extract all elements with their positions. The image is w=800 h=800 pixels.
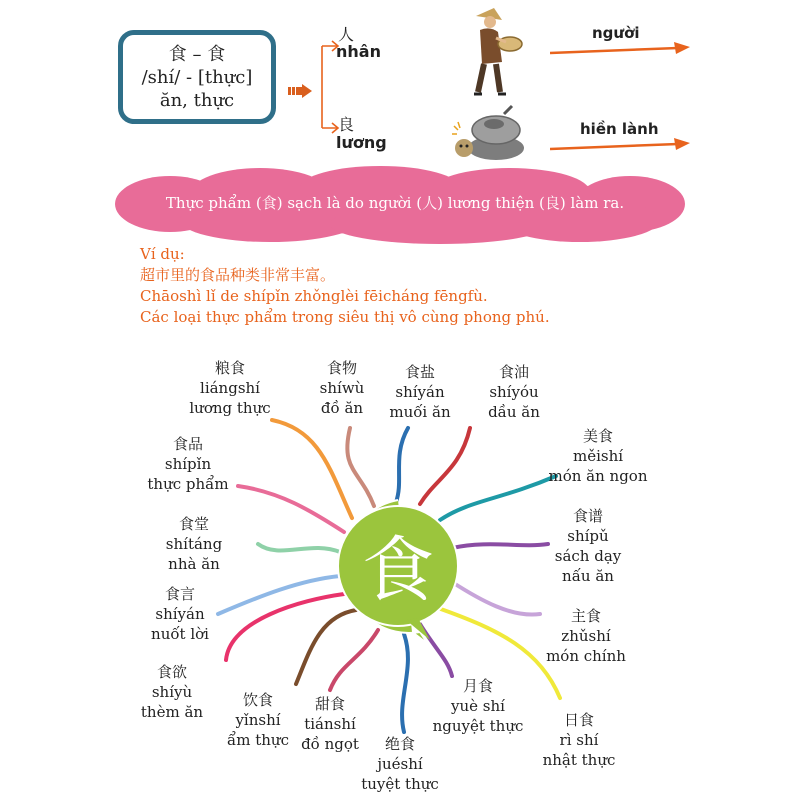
word-meaning: món ăn ngon <box>548 467 648 485</box>
component-word-1: nhân <box>336 42 381 61</box>
word-hanzi: 美食 <box>582 427 613 445</box>
word-hanzi: 月食 <box>462 677 493 695</box>
word-hanzi: 食堂 <box>178 515 209 533</box>
example-vietnamese: Các loại thực phẩm trong siêu thị vô cùng phong phú. <box>140 308 550 326</box>
word-meaning-2: nấu ăn <box>562 567 614 585</box>
word-pinyin: yuè shí <box>451 697 505 715</box>
word-pinyin: tiánshí <box>304 715 356 733</box>
word-meaning: nhà ăn <box>168 555 220 573</box>
word-yueshi <box>428 676 528 736</box>
word-meaning: nhật thực <box>542 751 616 769</box>
word-pinyin: shítáng <box>165 535 223 553</box>
word-pinyin: juéshí <box>377 755 423 773</box>
definition-title: 食 – 食 <box>168 44 226 65</box>
word-meaning: sách dạy <box>554 547 622 565</box>
word-hanzi: 食物 <box>326 359 357 377</box>
word-meaning: thèm ăn <box>140 703 204 721</box>
word-pinyin: shípǐn <box>164 455 212 473</box>
word-meaning: tuyệt thực <box>361 775 439 793</box>
component-meaning-1: người <box>592 24 640 42</box>
word-hanzi: 食品 <box>172 435 203 453</box>
word-meishi <box>538 426 658 486</box>
word-pinyin: měishí <box>572 447 624 465</box>
cloud-text: Thực phẩm (食) sạch là do người (人) lương thiện (良) làm ra. <box>165 194 625 212</box>
word-pinyin: shíwù <box>319 379 365 397</box>
word-pinyin: shíyán <box>155 605 205 623</box>
word-zhushi <box>536 606 636 666</box>
example-pinyin: Chāoshì lǐ de shípǐn zhǒnglèi fēicháng fēngfù. <box>140 287 488 305</box>
word-hanzi: 食油 <box>498 363 529 381</box>
word-pinyin: rì shí <box>559 731 599 749</box>
word-hanzi: 绝食 <box>384 735 415 753</box>
word-meaning: đồ ăn <box>320 399 364 417</box>
word-pinyin: shíyù <box>151 683 193 701</box>
word-meaning: muối ăn <box>389 403 451 421</box>
word-yinshi <box>216 690 300 750</box>
word-meaning: đồ ngọt <box>301 735 359 753</box>
word-hanzi: 饮食 <box>242 691 273 709</box>
word-shiwu <box>302 358 382 418</box>
word-pinyin: shípǔ <box>567 527 609 545</box>
word-hanzi: 主食 <box>570 607 601 625</box>
component-glyph-2: 良 <box>338 115 355 134</box>
word-shipu <box>548 506 628 586</box>
word-hanzi: 食言 <box>164 585 195 603</box>
word-shiyu <box>132 662 212 722</box>
word-hanzi: 甜食 <box>314 695 345 713</box>
example-chinese: 超市里的食品种类非常丰富。 <box>140 266 336 284</box>
word-hanzi: 食谱 <box>572 507 603 525</box>
example-label: Ví dụ: <box>140 245 185 263</box>
word-meaning: dầu ăn <box>488 403 540 421</box>
word-hanzi: 食欲 <box>156 663 187 681</box>
definition-meaning: ăn, thực <box>159 90 235 111</box>
word-meaning: nguyệt thực <box>432 717 524 735</box>
center-character: 食 <box>361 528 434 612</box>
word-hanzi: 粮食 <box>214 359 245 377</box>
word-shitang <box>154 514 234 574</box>
word-shiyan-salt <box>380 362 460 422</box>
word-shiyou <box>474 362 554 422</box>
word-pinyin: liángshí <box>200 379 260 397</box>
word-shipin <box>140 434 236 494</box>
word-meaning: nuốt lời <box>151 625 209 643</box>
word-meaning: món chính <box>546 647 626 665</box>
word-pinyin: yǐnshí <box>235 711 281 729</box>
word-liangshi <box>180 358 280 418</box>
word-hanzi: 食盐 <box>404 363 435 381</box>
word-meaning: ẩm thực <box>227 731 289 749</box>
word-shiyan-promise <box>140 584 220 644</box>
definition-pinyin: /shí/ - [thực] <box>141 67 253 88</box>
word-rishi <box>534 710 624 770</box>
word-tianshi <box>292 694 368 754</box>
word-meaning: lương thực <box>189 399 271 417</box>
word-pinyin: zhǔshí <box>561 627 611 645</box>
word-hanzi: 日食 <box>563 711 594 729</box>
component-meaning-2: hiền lành <box>580 120 659 138</box>
component-glyph-1: 人 <box>338 25 355 44</box>
word-pinyin: shíyán <box>395 383 445 401</box>
component-word-2: lương <box>336 133 387 152</box>
word-pinyin: shíyóu <box>489 383 539 401</box>
word-meaning: thực phẩm <box>147 475 229 493</box>
